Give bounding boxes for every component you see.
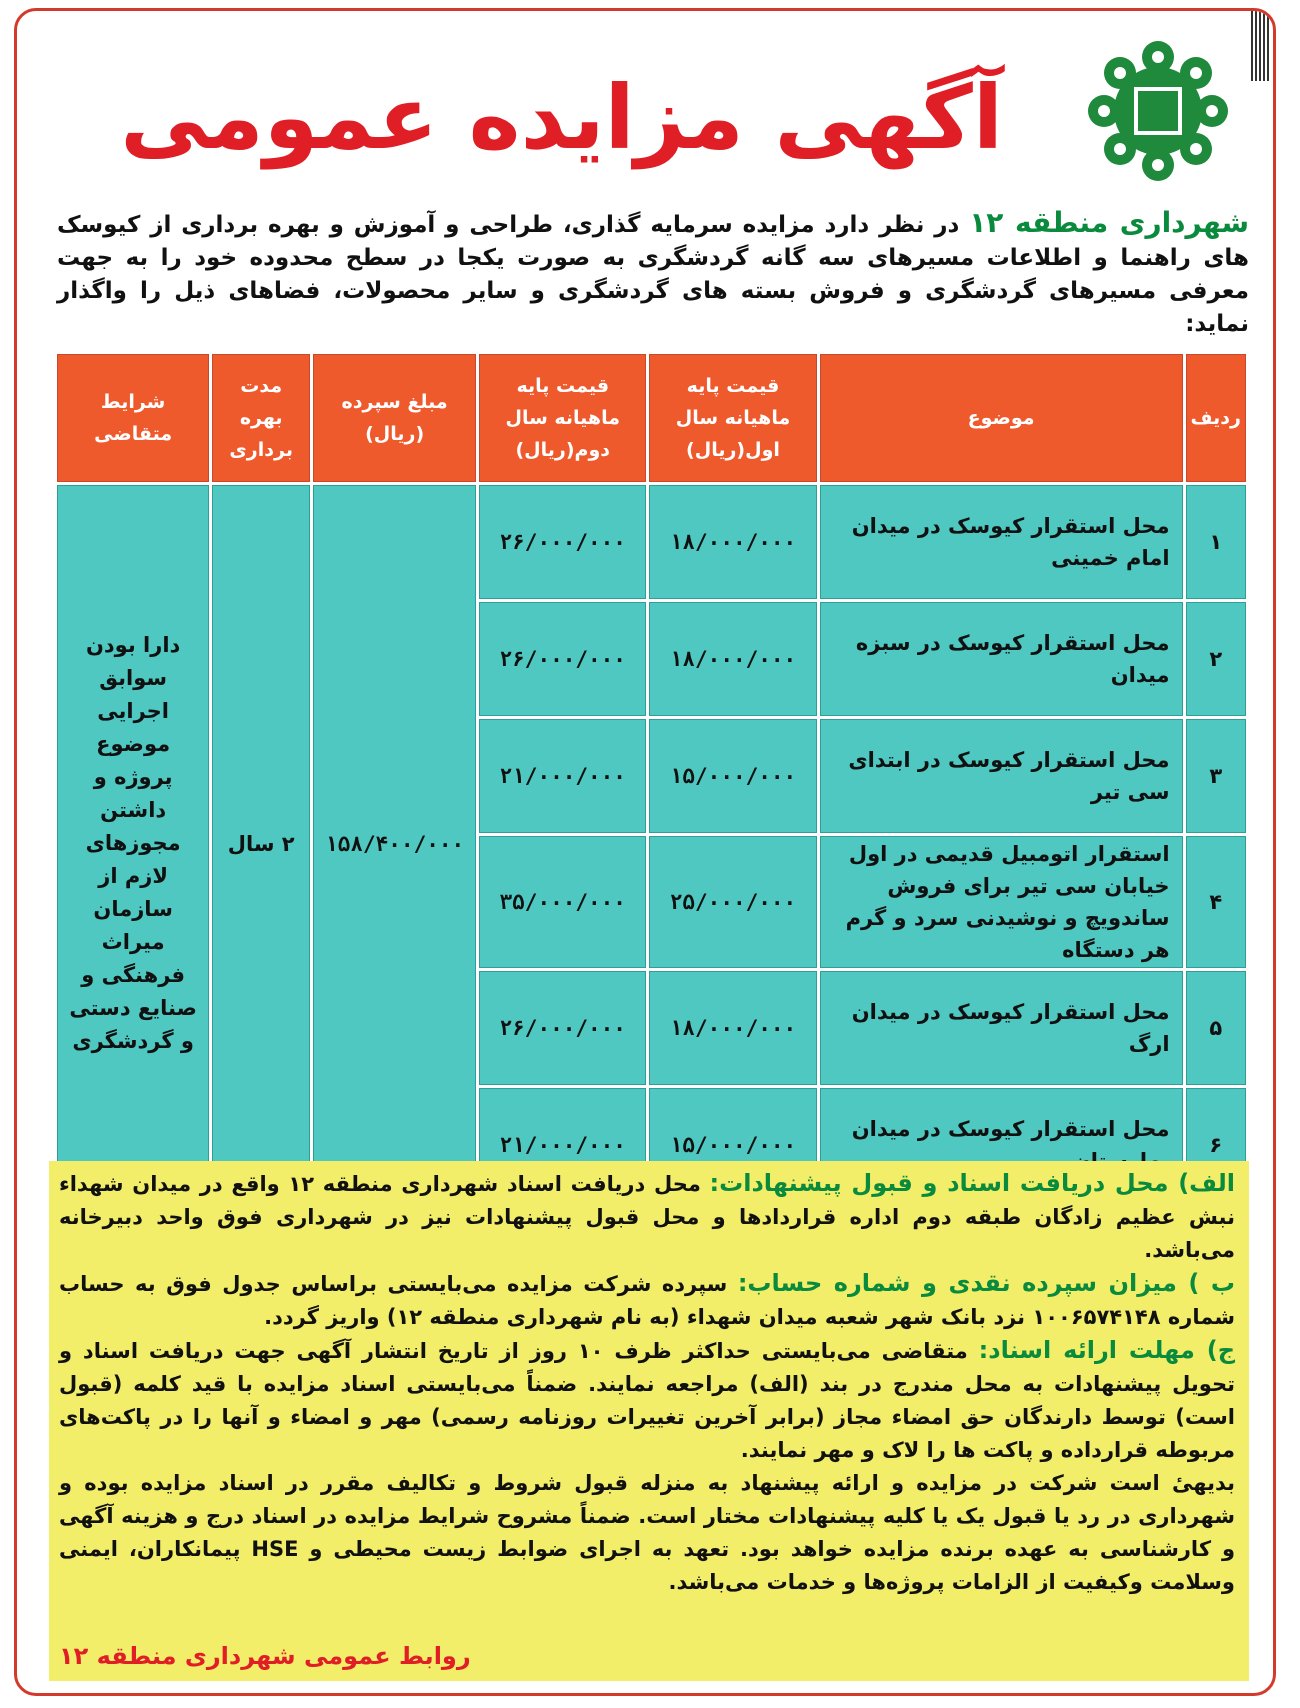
duration: ۲ سال <box>212 485 310 1202</box>
header-price-year1: قیمت پایه ماهیانه سال اول(ریال) <box>649 354 816 482</box>
row-price-year1: ۱۵/۰۰۰/۰۰۰ <box>649 1088 816 1202</box>
row-price-year1: ۱۸/۰۰۰/۰۰۰ <box>649 485 816 599</box>
row-subject: محل استقرار کیوسک در میدان امام خمینی <box>820 485 1183 599</box>
term-c-text: متقاضی می‌بایستی حداکثر ظرف ۱۰ روز از تاریخ انتشار آگهی جهت دریافت اسناد و تحویل پیشنهادات به محل مندرج در بند (الف) مراجعه نمایند. ضمناً می‌بایستی اسناد مزایده با قید کلمه (قبول است) توسط دارندگان حق امضاء مجاز (برابر آخرین تغییرات روزنامه رسمی) مهر و امضاء و آنها را در پاکت‌های مربوطه قرارداده و پاکت ها را لاک و مهر نمایند. <box>59 1339 1235 1462</box>
header-deposit: مبلغ سپرده (ریال) <box>313 354 476 482</box>
row-price-year2: ۲۶/۰۰۰/۰۰۰ <box>479 602 646 716</box>
term-d: بدیهیٔ است شرکت در مزایده و ارائه پیشنهاد به منزله قبول شروط و تکالیف مقرر در اسناد مزایده بوده و شهرداری در رد یا قبول یک یا کلیه پیشنهادات مختار است. ضمناً مشروح شرایط مزایده در اسناد درج و هزینه آگهی و کارشناسی به عهده برنده مزایده خواهد بود. تعهد به اجرای ضوابط زیست محیطی و HSE پیمانکاران، ایمنی وسلامت وکیفیت از الزامات پروژه‌ها و خدمات می‌باشد. <box>59 1471 1235 1594</box>
auction-table <box>54 351 1249 1205</box>
row-price-year2: ۳۵/۰۰۰/۰۰۰ <box>479 836 646 968</box>
notice-page <box>14 8 1276 1696</box>
row-subject: محل استقرار کیوسک در میدان <box>820 1088 1183 1202</box>
row-index: ۱ <box>1186 485 1246 599</box>
municipality-logo-icon <box>1088 41 1228 181</box>
term-b <box>59 1267 1235 1334</box>
row-index: ۳ <box>1186 719 1246 833</box>
intro-paragraph <box>57 206 1249 341</box>
terms-section <box>49 1161 1249 1681</box>
table-header-row <box>57 354 1246 482</box>
row-price-year2: ۲۶/۰۰۰/۰۰۰ <box>479 485 646 599</box>
row-subject: محل استقرار کیوسک در میدان ارگ <box>820 971 1183 1085</box>
term-b-heading: ب ) میزان سپرده نقدی و شماره حساب: <box>737 1269 1235 1297</box>
row-price-year2: ۲۱/۰۰۰/۰۰۰ <box>479 1088 646 1202</box>
row-subject: استقرار اتومبیل قدیمی در اول خیابان سی تیر برای فروش ساندویچ و نوشیدنی سرد و گرم هر دستگاه <box>820 836 1183 968</box>
row-index: ۶ <box>1186 1088 1246 1202</box>
row-price-year1: ۱۵/۰۰۰/۰۰۰ <box>649 719 816 833</box>
row-subject: محل استقرار کیوسک در سبزه میدان <box>820 602 1183 716</box>
term-a <box>59 1167 1235 1267</box>
deposit-amount: ۱۵۸/۴۰۰/۰۰۰ <box>313 485 476 1202</box>
row-price-year1: ۱۸/۰۰۰/۰۰۰ <box>649 602 816 716</box>
public-relations-signature: روابط عمومی شهرداری منطقه ۱۲ <box>59 1642 471 1670</box>
header-subject: موضوع <box>820 354 1183 482</box>
applicant-conditions: دارا بودن سوابق اجرایی موضوع پروژه و داشتن مجوزهای لازم از سازمان میراث فرهنگی و صنایع دستی و گردشگری <box>57 485 209 1202</box>
header-conditions: شرایط متقاضی <box>57 354 209 482</box>
intro-text: در نظر دارد مزایده سرمایه گذاری، طراحی و آموزش و بهره برداری از کیوسک های راهنما و اطلاعات مسیرهای سه گانه گردشگری به صورت یکجا در سطح محدوده خود را به جهت معرفی مسیرهای گردشگری و فروش بسته های گردشگری و سایر محصولات، فضاهای ذیل را واگذار نماید: <box>57 212 1249 337</box>
row-index: ۴ <box>1186 836 1246 968</box>
header-duration: مدت بهره برداری <box>212 354 310 482</box>
row-price-year2: ۲۶/۰۰۰/۰۰۰ <box>479 971 646 1085</box>
row-index: ۲ <box>1186 602 1246 716</box>
term-a-text: محل دریافت اسناد شهرداری منطقه ۱۲ واقع در میدان شهداء نبش عظیم زادگان طبقه دوم اداره قراردادها و محل قبول پیشنهادات نیز در شهرداری فوق واحد دبیرخانه می‌باشد. <box>59 1172 1235 1262</box>
row-price-year2: ۲۱/۰۰۰/۰۰۰ <box>479 719 646 833</box>
header <box>17 11 1273 201</box>
table-row <box>57 485 1246 599</box>
row-price-year1: ۱۸/۰۰۰/۰۰۰ <box>649 971 816 1085</box>
term-a-heading: الف) محل دریافت اسناد و قبول پیشنهادات: <box>709 1169 1236 1197</box>
term-c <box>59 1334 1235 1467</box>
term-c-heading: ج) مهلت ارائه اسناد: <box>978 1336 1236 1364</box>
header-index: ردیف <box>1186 354 1246 482</box>
organization-name: شهرداری منطقه ۱۲ <box>969 206 1249 239</box>
notice-title: آگهی مزایده عمومی <box>120 66 1003 169</box>
row-price-year1: ۲۵/۰۰۰/۰۰۰ <box>649 836 816 968</box>
header-price-year2: قیمت پایه ماهیانه سال دوم(ریال) <box>479 354 646 482</box>
row-index: ۵ <box>1186 971 1246 1085</box>
row-subject: محل استقرار کیوسک در ابتدای سی تیر <box>820 719 1183 833</box>
term-b-text: سپرده شرکت مزایده می‌بایستی براساس جدول فوق به حساب شماره ۱۰۰۶۵۷۴۱۴۸ نزد بانک شهر شعبه میدان شهداء (به نام شهرداری منطقه ۱۲) واریز گردد. <box>59 1272 1235 1329</box>
